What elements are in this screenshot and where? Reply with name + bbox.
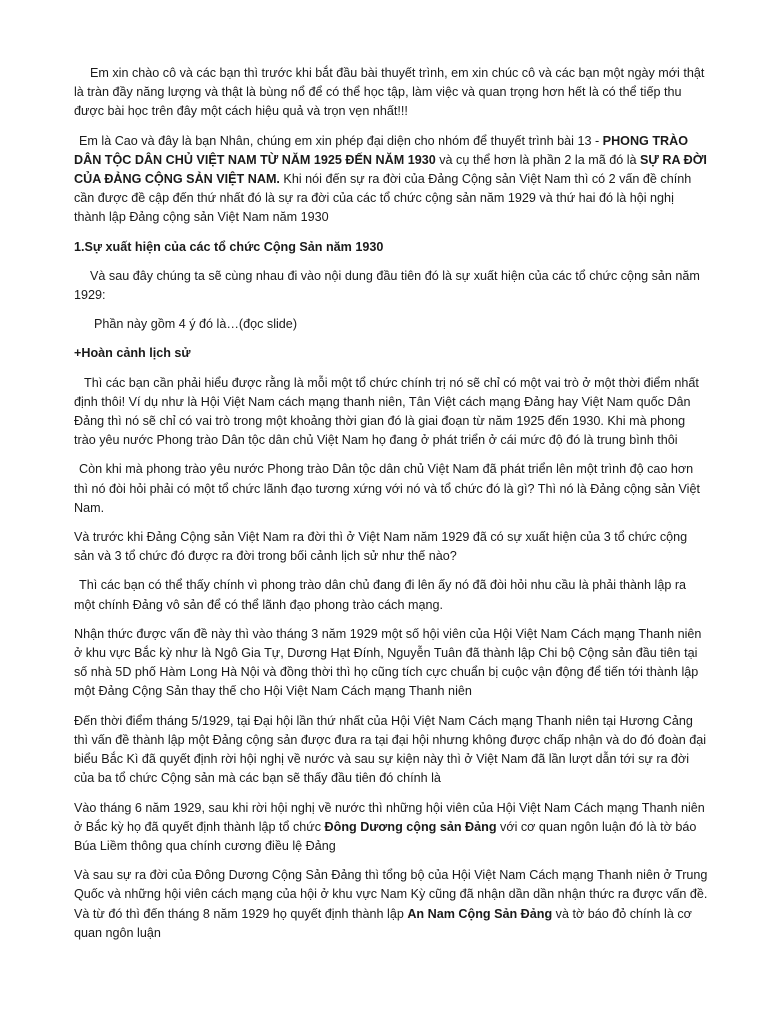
- paragraph-context-8: [74, 866, 708, 943]
- paragraph-context-4: [74, 576, 708, 614]
- organization-name-bold: An Nam Cộng Sản Đảng: [407, 906, 553, 921]
- paragraph-text: Còn khi mà phong trào yêu nước Phong trào Dân tộc dân chủ Việt Nam đã phát triển lên một trình độ cao hơn thì nó đòi hỏi phải có một tổ chức lãnh đạo tương xứng với nó và tổ chức đó là gì? Thì nó là Đảng cộng sản Việt Nam.: [74, 462, 700, 515]
- section-heading: 1.Sự xuất hiện của các tổ chức Cộng Sản năm 1930: [74, 239, 384, 254]
- paragraph-section-intro: [74, 267, 708, 305]
- paragraph-text: Đến thời điểm tháng 5/1929, tại Đại hội lần thứ nhất của Hội Việt Nam Cách mạng Thanh niên tại Hương Cảng thì vấn đề thành lập một Đảng cộng sản được đưa ra tại đại hội nhưng không được chấp nhận và do đó đoàn đại biểu Bắc Kì đã quyết định rời hội nghị về nước và sau sự kiện này thì ở Việt Nam đã lần lượt dẫn tới sự ra đời của ba tổ chức Cộng sản mà các bạn sẽ thấy đầu tiên đó chính là: [74, 713, 707, 786]
- paragraph-text: Thì các bạn cần phải hiểu được rằng là mỗi một tổ chức chính trị nó sẽ chỉ có một vai trò ở một thời điểm nhất định thôi! Ví dụ như là Hội Việt Nam cách mạng thanh niên, Tân Việt cách mạng Đảng hay Việt Nam quốc Dân Đảng thì nó sẽ chỉ có vai trò trong một khoảng thời gian đó là giai đoạn từ năm 1925 đến 1930. Khi mà phong trào yêu nước Phong trào Dân tộc dân chủ Việt Nam họ đang ở phát triển ở cái mức độ đó là trung bình thôi: [74, 375, 699, 448]
- paragraph-greeting: [74, 64, 708, 122]
- paragraph-text: Khi nói đến sự ra đời của Đảng Cộng sản Việt Nam thì có 2 vấn đề chính cần được đề cập đến thứ nhất đó là sự ra đời của các tổ chức cộng sản năm 1929 và thứ hai đó là hội nghị thành lập Đảng cộng sản Việt Nam năm 1930: [74, 172, 692, 225]
- section-title-bold: SỰ RA ĐỜI CỦA ĐẢNG CỘNG SẢN VIỆT NAM.: [74, 152, 707, 187]
- paragraph-context-6: [74, 712, 708, 789]
- paragraph-text: và tờ báo đỏ chính là cơ quan ngôn luận: [74, 906, 692, 940]
- paragraph-text: với cơ quan ngôn luận đó là tờ báo Búa Liềm thông qua chính cương điều lệ Đảng: [74, 819, 697, 853]
- paragraph-text: Phần này gồm 4 ý đó là…(đọc slide): [94, 317, 298, 332]
- paragraph-text: Em là Cao và đây là bạn Nhân, chúng em xin phép đại diện cho nhóm để thuyết trình bài 13 -: [79, 133, 603, 148]
- lesson-title-bold: PHONG TRÀO DÂN TỘC DÂN CHỦ VIỆT NAM TỪ NĂM 1925 ĐẾN NĂM 1930: [74, 133, 689, 167]
- paragraph-context-2: [74, 460, 708, 518]
- paragraph-text: Và trước khi Đảng Cộng sản Việt Nam ra đời thì ở Việt Nam năm 1929 đã có sự xuất hiện của 3 tổ chức cộng sản và 3 tổ chức đó được ra đời trong bối cảnh lịch sử như thế nào?: [74, 530, 688, 564]
- paragraph-text: Thì các bạn có thể thấy chính vì phong trào dân chủ đang đi lên ấy nó đã đòi hỏi nhu cầu là phải thành lập ra một chính Đảng vô sản để có thể lãnh đạo phong trào cách mạng.: [74, 578, 687, 612]
- organization-name-bold: Đông Dương cộng sản Đảng: [324, 819, 497, 834]
- paragraph-context-1: [74, 374, 708, 451]
- paragraph-context-7: [74, 799, 708, 857]
- paragraph-context-3: [74, 528, 708, 566]
- paragraph-context-5: [74, 625, 708, 702]
- paragraph-text: Vào tháng 6 năm 1929, sau khi rời hội nghị về nước thì những hội viên của Hội Việt Nam Cách mạng Thanh niên ở Bắc kỳ họ đã quyết định thành lập tổ chức: [74, 800, 705, 834]
- paragraph-text: Và sau đây chúng ta sẽ cùng nhau đi vào nội dung đầu tiên đó là sự xuất hiện của các tổ chức cộng sản năm 1929:: [74, 268, 700, 303]
- paragraph-text: Và sau sự ra đời của Đông Dương Cộng Sản Đảng thì tổng bộ của Hội Việt Nam Cách mạng Thanh niên ở Trung Quốc và những hội viên cách mạng của hội ở khu vực Nam Kỳ cũng đã nhận dần dần nhận thức ra được vấn đề. Và từ đó thì đến tháng 8 năm 1929 họ quyết định thành lập: [74, 868, 708, 921]
- paragraph-slide-note: [74, 315, 708, 334]
- paragraph-text: Em xin chào cô và các bạn thì trước khi bắt đầu bài thuyết trình, em xin chúc cô và các bạn một ngày mới thật là tràn đầy năng lượng và thật là bùng nổ để có thể học tập, làm việc và quan trọng hơn hết là có thể tiếp thu được bài học trên đây một cách hiệu quả và trọn vẹn nhất!!!: [74, 66, 705, 119]
- paragraph-introduction: [74, 132, 708, 228]
- subsection-heading: +Hoàn cảnh lịch sử: [74, 346, 191, 361]
- paragraph-text: Nhận thức được vấn đề này thì vào tháng 3 năm 1929 một số hội viên của Hội Việt Nam Cách mạng Thanh niên ở khu vực Bắc kỳ như là Ngô Gia Tự, Dương Hạt Đính, Nguyễn Tuân đã thành lập Chi bộ Cộng sản đầu tiên tại số nhà 5D phố Hàm Long Hà Nội và đồng thời thì họ cũng tích cực chuẩn bị cuộc vận động để tiến tới thành lập một Đảng Cộng Sản thay thế cho Hội Việt Nam Cách mạng Thanh niên: [74, 626, 702, 699]
- paragraph-text: và cụ thể hơn là phần 2 la mã đó là: [435, 152, 641, 167]
